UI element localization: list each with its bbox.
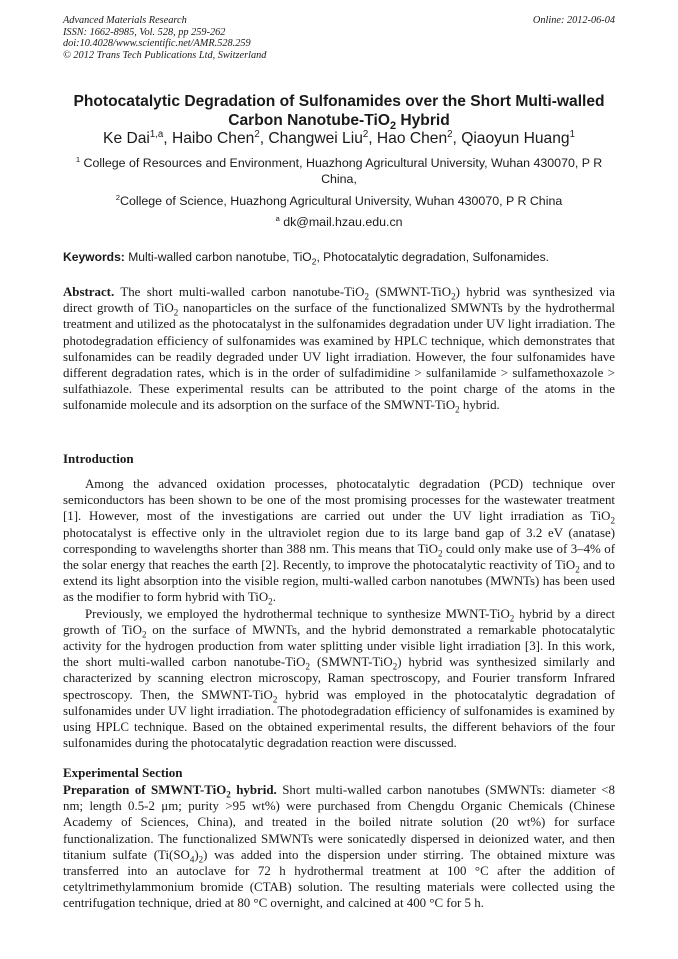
intro-text: could only make use of 3–4% of the solar energy that reaches the earth [2]. Recently, to improve the photocatalytic reactivity of TiO [63,541,615,573]
keywords-text-end: , Photocatalytic degradation, Sulfonamides. [316,250,550,264]
title-line-2 [40,111,638,133]
author-separator: , [368,130,377,147]
author-affil-mark: 1,a [149,128,164,140]
email-address[interactable]: dk@mail.hzau.edu.cn [279,215,403,229]
author-affil-mark: 2 [447,128,453,140]
experimental-text: ) [194,847,199,862]
title-line-2-end: Hybrid [396,112,450,129]
subsection-heading-text: Preparation of SMWNT-TiO [63,783,227,797]
subscript: 2 [451,291,456,302]
abstract-label: Abstract. [63,285,115,299]
affiliation-2 [62,193,616,209]
email-mark: a [275,213,280,223]
section-heading-experimental: Experimental Section [63,765,183,780]
author-affil-mark: 2 [362,128,369,140]
intro-text: photocatalyst is effective only in the ultraviolet region due to its large band gap of 3.2 eV (anatase) corresponding to wavelengths shorter than 388 nm. This means that TiO [63,525,615,556]
affiliation-1-text: College of Resources and Environment, Huazhong Agricultural University, Wuhan 430070, P R [80,156,603,170]
title-line-1: Photocatalytic Degradation of Sulfonamides over the Short Multi-walled [73,93,605,110]
intro-text: (SMWNT-TiO [309,655,393,670]
subsection-heading [63,783,277,800]
abstract-text: (SMWNT-TiO [369,285,452,299]
author-separator: , [259,130,269,147]
affiliation-1-line-1 [62,155,616,171]
introduction-paragraph-2 [63,606,615,752]
affiliation-mark: 2 [115,192,121,202]
subscript: 2 [173,307,179,318]
intro-text: Among the advanced oxidation processes, photocatalytic degradation (PCD) technique over semiconductors has been shown to be one of the most promising processes for the wastewater treatment [1]. However, most of the investigations are carried out under the UV light irradiation as TiO [63,477,615,524]
intro-text: hybrid was employed in the photocatalytic degradation of sulfonamides under UV light irradiation. The photodegradation efficiency of sulfonamides is examined by using HPLC technique. Based on the obtained experimental results, the different behaviors of the four sulfonamides during the photocatalytic degradation reaction were discussed. [63,687,615,751]
subscript: 2 [226,789,231,800]
subscript: 2 [268,597,273,607]
section-heading-introduction: Introduction [63,451,134,466]
title-subscript: 2 [389,120,397,133]
experimental-text: ) was added into the dispersion under stirring. The obtained mixture was transferred into an autoclave for 72 h hydrothermal treatment at 100 °C after the addition of cetyltrimethylammonium bromide (CTAB) solution. The resulting materials were collected using the centrifugation technique, dried at 80 °C overnight, and calcined at 400 °C for 5 h. [63,847,615,911]
journal-doi[interactable]: doi:10.4028/www.scientific.net/AMR.528.259 [63,38,251,49]
subscript: 2 [272,694,278,705]
subscript: 2 [305,661,310,672]
author: Ke Dai [103,130,150,147]
abstract-text: nanoparticles on the surface of the functionalized SMWNTs by the hydrothermal treatment and utilized as the photocatalyst in the sulfonamides degradation under UV light irradiation. The photodegradation efficiency of sulfonamides was examined by HPLC technique, which demonstrates that sulfonamides can be readily degraded under UV light irradiation. However, the four sulfonamides have different degradation rates, which is in the order of sulfadimidine > sulfanilamide > sulfamethoxazole > sulfathiazole. These experimental results can be attributed to the point charge of the atoms in the sulfonamide molecule and its adsorption on the surface of the SMWNT-TiO [63,301,615,413]
author-separator: , [163,130,172,147]
journal-copyright: © 2012 Trans Tech Publications Ltd, Switzerland [63,49,267,61]
subscript: 2 [141,629,147,640]
journal-name: Advanced Materials Research [63,15,187,26]
title-line-2-text: Carbon Nanotube-TiO [228,112,390,129]
abstract-text: ) hybrid was synthesized via direct growth of TiO [63,285,615,316]
subsection-heading-end: hybrid. [230,783,277,797]
keywords-label: Keywords: [63,250,125,264]
journal-issn: ISSN: 1662-8985, Vol. 528, pp 259-262 [63,26,226,38]
introduction-body [63,476,615,751]
experimental-text: Short multi-walled carbon nanotubes (SMWNTs: diameter <8 nm; length 0.5-2 μm; purity >95 wt%) were purchased from Chengdu Organic Chemicals (Chinese Academy of Sciences, China), and treated in the boiled nitrate solution (20 wt%) for surface functionalization. The functionalized SMWNTs were sonicatedly dispersed in deionized water, and then titanium sulfate (Ti(SO [63,783,616,862]
affiliation-1-line-2: China, [321,172,357,186]
subscript: 2 [509,613,515,624]
author-list [40,130,638,148]
abstract-text: The short multi-walled carbon nanotube-TiO [114,285,365,299]
subscript: 2 [198,854,204,865]
subscript: 2 [610,515,615,526]
subscript: 2 [364,291,369,302]
keywords-subscript: 2 [311,256,317,267]
abstract-text: hybrid. [459,398,500,413]
author-separator: , [452,130,462,147]
subscript: 4 [189,854,195,865]
intro-text: ) hybrid was synthesized similarly and characterized by scanning electron microscopy, Raman spectroscopy, and Fourier transform Infrared spectroscopy. Then, the SMWNT-TiO [63,655,615,702]
keywords [63,250,615,265]
author: Qiaoyun Huang [461,130,570,147]
intro-text: and to extend its light absorption into the visible region, multi-walled carbon nanotubes (MWNTs) has been used as the modifier to form hybrid with TiO [63,558,615,605]
journal-header [63,15,615,61]
paper-title [40,92,638,133]
abstract [63,284,615,414]
affiliation-mark: 1 [75,154,81,164]
author: Haibo Chen [171,130,255,147]
introduction-paragraph-1 [63,476,615,606]
author: Changwei Liu [268,130,363,147]
keywords-text: Multi-walled carbon nanotube, TiO [124,250,312,264]
intro-text: Previously, we employed the hydrothermal technique to synthesize MWNT-TiO [85,606,510,621]
affiliation-1 [62,155,616,187]
corresponding-email [62,214,616,230]
affiliation-2-text: College of Science, Huazhong Agricultural University, Wuhan 430070, P R China [120,194,563,208]
author-affil-mark: 1 [569,128,575,140]
subscript: 2 [455,405,460,415]
intro-text: hybrid by a direct growth of TiO [63,606,615,637]
experimental-body [63,782,615,912]
experimental-paragraph [63,782,615,912]
intro-text: on the surface of MWNTs, and the hybrid demonstrated a remarkable photocatalytic activity for the hydrogen production from water splitting under visible light irradiation [3]. In this work, the short multi-walled carbon nanotube-TiO [63,622,616,670]
subscript: 2 [392,661,398,672]
author-affil-mark: 2 [254,128,260,140]
subscript: 2 [575,564,580,575]
author: Hao Chen [376,130,448,147]
online-date: Online: 2012-06-04 [532,15,615,26]
intro-text: . [272,590,276,605]
subscript: 2 [437,548,443,559]
